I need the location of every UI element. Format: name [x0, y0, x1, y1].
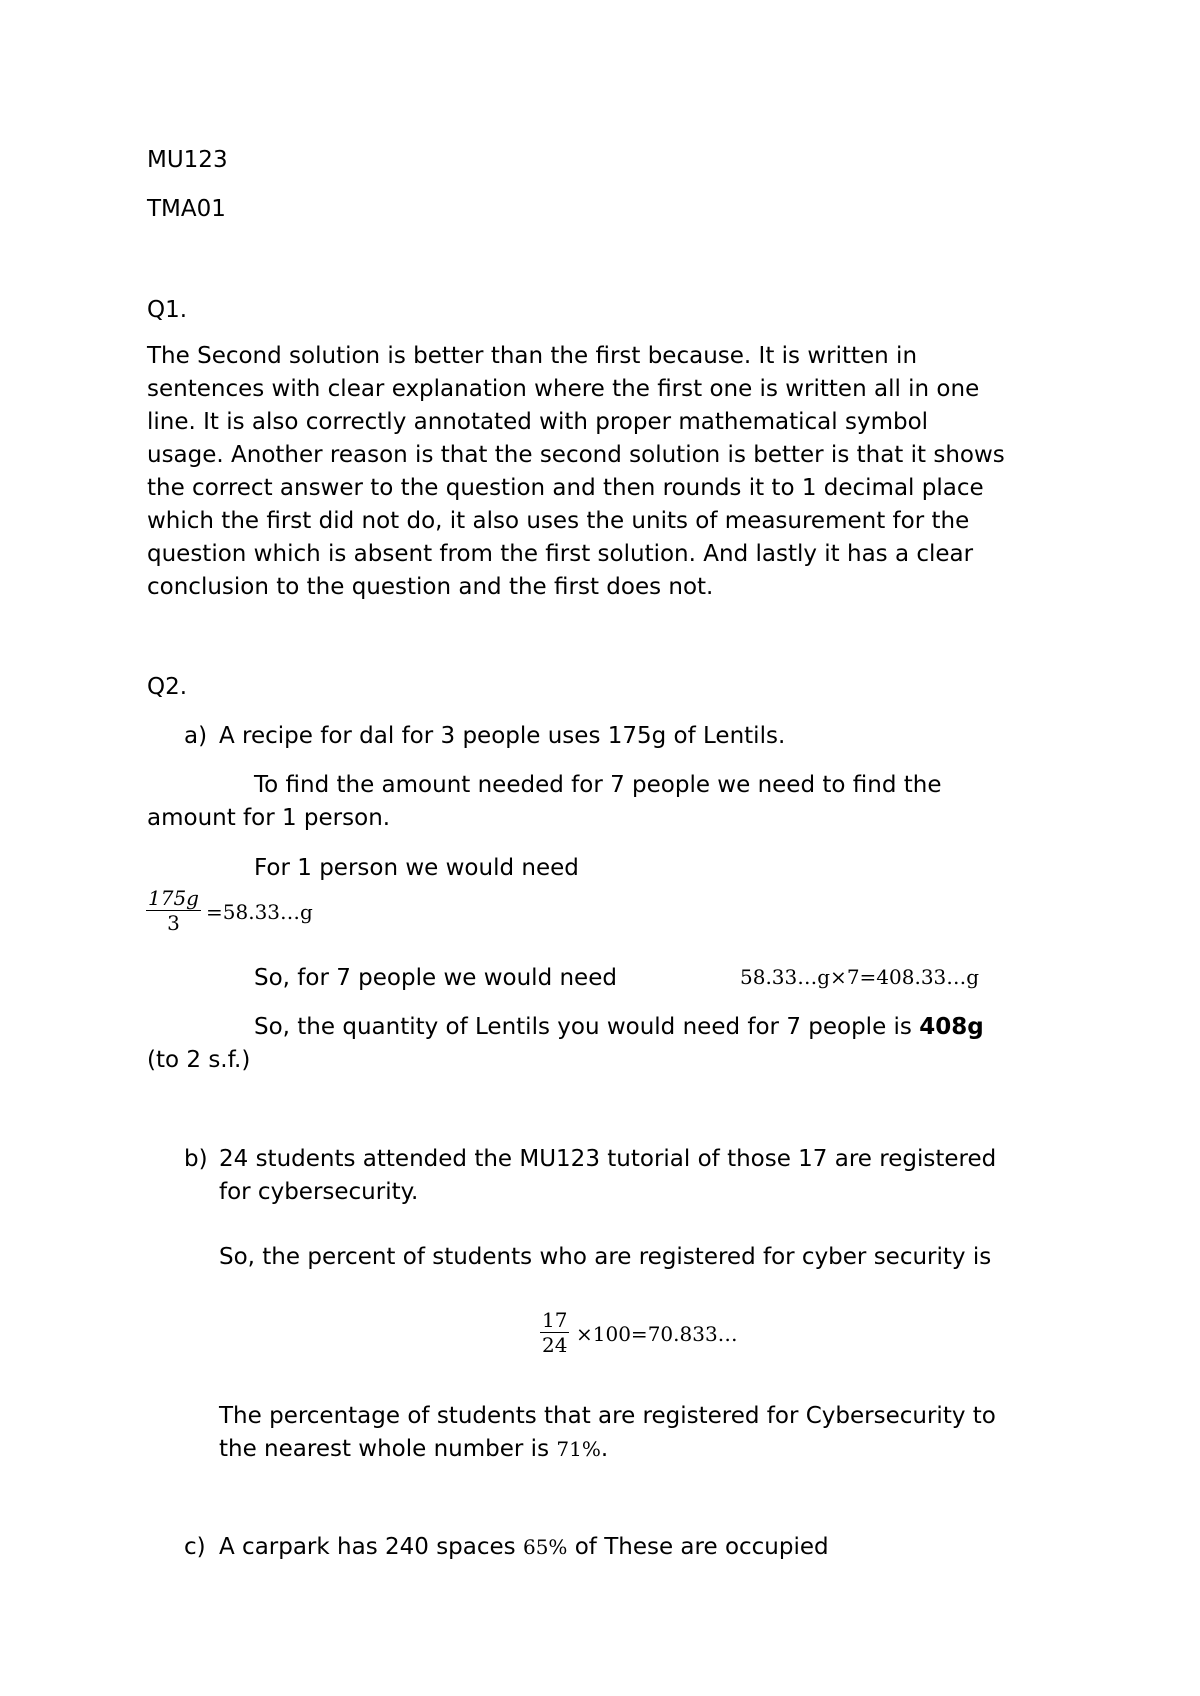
q1-line: the correct answer to the question and then rounds it to 1 decimal place [147, 475, 984, 501]
q1-answer [147, 340, 1005, 604]
q2b-conclusion-text: the nearest whole number is [219, 1436, 550, 1462]
q2b-text: The percentage of students that are registered for Cybersecurity to [219, 1403, 996, 1429]
assignment-code: TMA01 [147, 196, 226, 222]
fraction-denominator: 24 [542, 1333, 568, 1357]
q2b-fraction [540, 1308, 569, 1357]
q1-line: which the first did not do, it also uses the units of measurement for the [147, 508, 970, 534]
q2a-conclusion [254, 1011, 984, 1044]
fraction-denominator: 3 [167, 911, 180, 935]
q2a-answer: 408g [919, 1014, 984, 1040]
q2b-statement: for cybersecurity. [219, 1179, 419, 1205]
q1-line: conclusion to the question and the first does not. [147, 574, 714, 600]
q2b-fraction-result: ×100=70.833… [576, 1322, 738, 1346]
q2a-fraction-result: =58.33…g [206, 900, 313, 924]
course-code: MU123 [147, 147, 228, 173]
q2a-text: amount for 1 person. [147, 805, 391, 831]
q2a-text: For 1 person we would need [254, 855, 579, 881]
fraction-numerator: 17 [542, 1308, 568, 1332]
fraction-numerator: 175g [148, 886, 199, 910]
q1-line: The Second solution is better than the first because. It is written in [147, 343, 918, 369]
q2b-marker: b) [184, 1146, 208, 1172]
q2a-text: To find the amount needed for 7 people we need to find the [254, 772, 942, 798]
q1-line: sentences with clear explanation where the first one is written all in one [147, 376, 980, 402]
q2b-period: . [600, 1436, 609, 1462]
q1-label: Q1. [147, 297, 188, 323]
q2b-conclusion [219, 1433, 608, 1466]
q1-line: line. It is also correctly annotated with proper mathematical symbol [147, 409, 929, 435]
q2a-calculation: 58.33…g×7=408.33…g [740, 965, 980, 989]
q2b-text: So, the percent of students who are registered for cyber security is [219, 1244, 992, 1270]
q2c-statement [219, 1531, 829, 1564]
q2a-text: So, for 7 people we would need [254, 965, 617, 991]
q2b-statement: 24 students attended the MU123 tutorial of those 17 are registered [219, 1146, 997, 1172]
q1-line: question which is absent from the first solution. And lastly it has a clear [147, 541, 974, 567]
q2a-text: (to 2 s.f.) [147, 1047, 251, 1073]
q1-line: usage. Another reason is that the second solution is better is that it shows [147, 442, 1005, 468]
q2a-marker: a) [184, 723, 208, 749]
q2a-statement: A recipe for dal for 3 people uses 175g of Lentils. [219, 723, 786, 749]
q2-label: Q2. [147, 674, 188, 700]
q2b-answer: 71% [556, 1437, 601, 1461]
q2c-marker: c) [184, 1534, 206, 1560]
q2a-conclusion-text: So, the quantity of Lentils you would need for 7 people is [254, 1014, 912, 1040]
q2c-percent: 65% [522, 1535, 568, 1559]
q2c-text: A carpark has 240 spaces [219, 1534, 516, 1560]
q2c-text: of These are occupied [574, 1534, 829, 1560]
q2a-fraction [146, 886, 201, 935]
